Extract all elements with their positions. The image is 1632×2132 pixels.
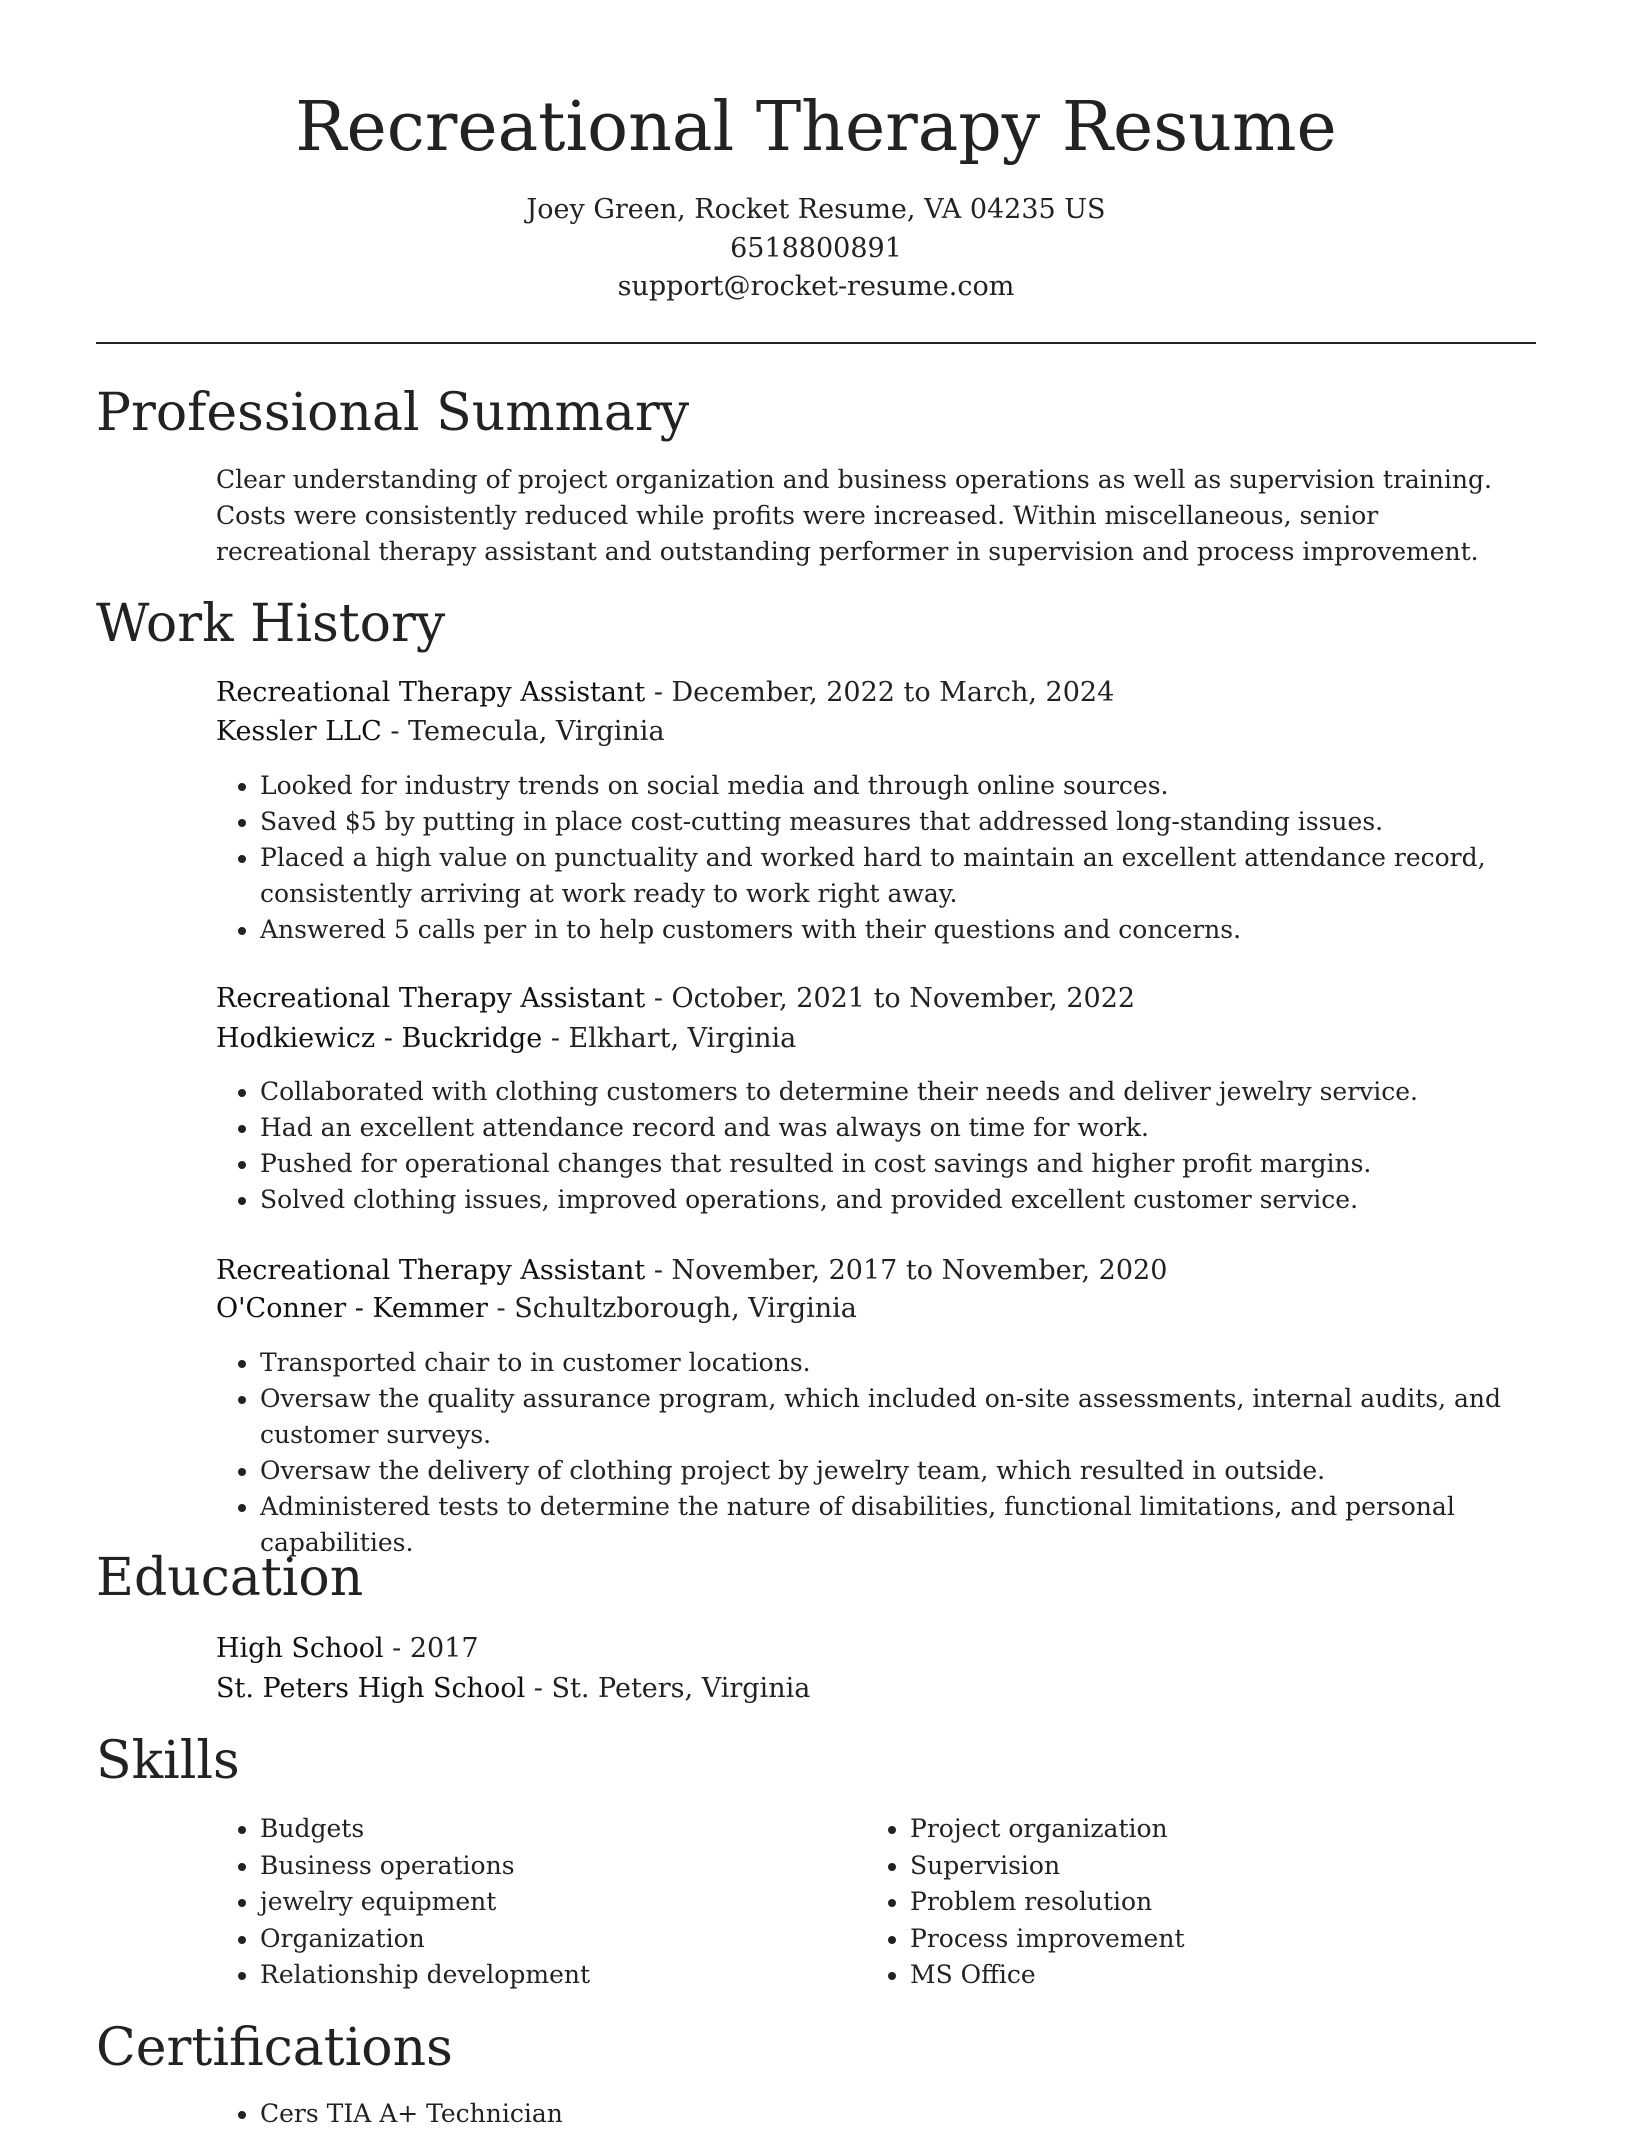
list-item: • Looked for industry trends on social media and through online sources. [260,768,1536,804]
education-year: - 2017 [383,1633,479,1664]
job-3-bullets [216,1345,1536,1561]
education-school: St. Peters High School [216,1673,526,1704]
job-1-bullets [216,768,1536,948]
job-2-dates: - October, 2021 to November, 2022 [645,983,1136,1014]
summary-heading: Professional Summary [96,383,690,443]
job-1-company: Kessler LLC [216,716,382,747]
education-degree: High School [216,1633,384,1664]
education-school-line [216,1670,1536,1708]
list-item: • Problem resolution [910,1884,1506,1921]
list-item: • Oversaw the delivery of clothing project by jewelry team, which resulted in outside. [260,1453,1536,1489]
education-location: - St. Peters, Virginia [525,1673,811,1704]
list-item: • jewelry equipment [260,1884,856,1921]
job-2-company-line [216,1020,1536,1058]
list-item: • Answered 5 calls per in to help customers with their questions and concerns. [260,912,1536,948]
job-1-title: Recreational Therapy Assistant [216,677,646,708]
list-item: • Solved clothing issues, improved operations, and provided excellent customer service. [260,1182,1536,1218]
work-history-heading: Work History [96,594,446,654]
education-degree-line [216,1630,1536,1668]
skills-list-left [216,1811,856,1994]
job-3-location: - Schultzborough, Virginia [487,1293,857,1324]
list-item: • Process improvement [910,1921,1506,1958]
contact-phone: 6518800891 [730,233,902,264]
list-item: • Supervision [910,1848,1506,1885]
certifications-list [216,2096,1536,2132]
education-heading: Education [96,1548,364,1608]
job-2-company: Hodkiewicz - Buckridge [216,1023,543,1054]
contact-email[interactable]: support@rocket-resume.com [617,271,1015,302]
header-divider [96,342,1536,344]
list-item: • Project organization [910,1811,1506,1848]
list-item: • Transported chair to in customer locations. [260,1345,1536,1381]
list-item: • Had an excellent attendance record and was always on time for work. [260,1110,1536,1146]
job-1-company-line [216,713,1536,751]
list-item: • Oversaw the quality assurance program, which included on-site assessments, internal audits, and customer surveys. [260,1381,1536,1453]
job-3-company-line [216,1290,1536,1328]
resume-header [96,0,1536,302]
list-item: • Budgets [260,1811,856,1848]
job-3-title-line [216,1252,1536,1290]
resume-title: Recreational Therapy Resume [295,88,1337,167]
list-item: • MS Office [910,1957,1506,1994]
contact-address: Joey Green, Rocket Resume, VA 04235 US [526,194,1106,225]
job-2-bullets [216,1074,1536,1218]
job-3-company: O'Conner - Kemmer [216,1293,488,1324]
summary-text: Clear understanding of project organization and business operations as well as supervision training. Costs were consistently reduced while profits were increased. Within miscellaneous, senior recreational therapy assistant and outstanding performer in supervision and process improvement. [216,465,1492,566]
certifications-heading: Certifications [96,2018,453,2078]
job-1-title-line [216,674,1536,712]
list-item: • Organization [260,1921,856,1958]
list-item: • Administered tests to determine the nature of disabilities, functional limitations, and personal capabilities. [260,1489,1536,1561]
list-item: • Saved $5 by putting in place cost-cutting measures that addressed long-standing issues. [260,804,1536,840]
job-1-location: - Temecula, Virginia [381,716,665,747]
job-3-dates: - November, 2017 to November, 2020 [645,1255,1168,1286]
job-2-location: - Elkhart, Virginia [542,1023,797,1054]
list-item: • Placed a high value on punctuality and worked hard to maintain an excellent attendance record, consistently arriving at work ready to work right away. [260,840,1536,912]
list-item: • Pushed for operational changes that resulted in cost savings and higher profit margins. [260,1146,1536,1182]
job-2-title-line [216,980,1536,1018]
job-3-title: Recreational Therapy Assistant [216,1255,646,1286]
job-2-title: Recreational Therapy Assistant [216,983,646,1014]
list-item: • Cers TIA A+ Technician [260,2096,1536,2132]
skills-heading: Skills [96,1731,240,1791]
list-item: • Business operations [260,1848,856,1885]
list-item: • Collaborated with clothing customers to determine their needs and deliver jewelry service. [260,1074,1536,1110]
list-item: • Relationship development [260,1957,856,1994]
job-1-dates: - December, 2022 to March, 2024 [645,677,1115,708]
skills-list-right [866,1811,1506,1994]
